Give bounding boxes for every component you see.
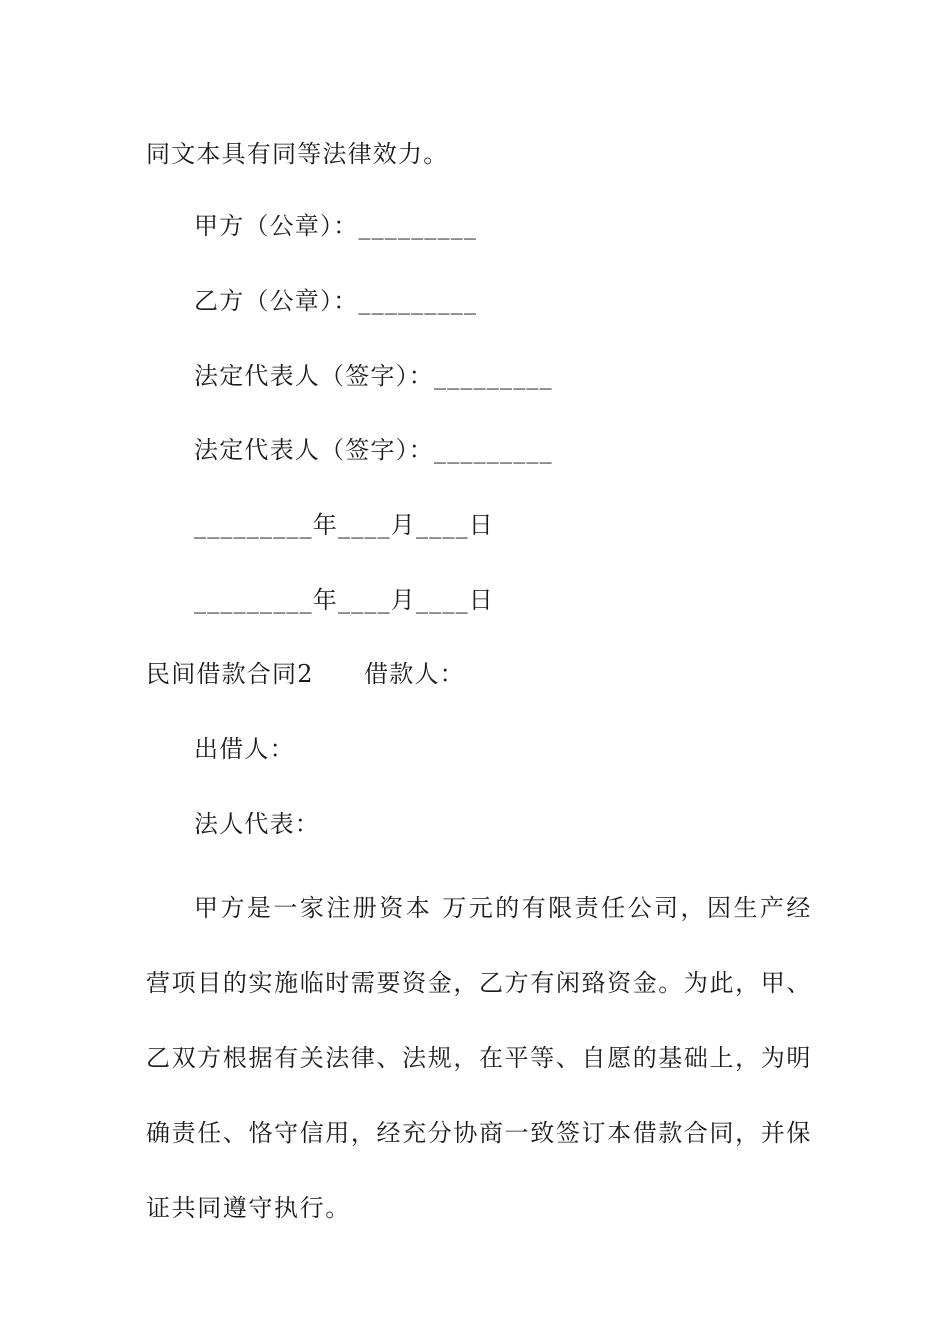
party-b-seal-line: 乙方（公章）：_________ xyxy=(194,287,478,315)
legal-rep-signature-line: 法定代表人（签字）：_________ xyxy=(194,436,553,464)
party-a-seal-line: 甲方（公章）：_________ xyxy=(194,212,478,240)
legal-rep-signature-line: 法定代表人（签字）：_________ xyxy=(194,362,553,390)
date-line: _________年____月____日 xyxy=(194,586,494,614)
legal-rep-label: 法人代表： xyxy=(194,810,320,838)
contract-preamble-paragraph: 甲方是一家注册资本 万元的有限责任公司，因生产经营项目的实施临时需要资金，乙方有闲臵资金。为此，甲、乙双方根据有关法律、法规，在平等、自愿的基础上，为明确责任、恪守信用，经充分协商一致签订本借款合同，并保证共同遵守执行。 xyxy=(146,894,812,1222)
continuation-text: 同文本具有同等法律效力。 xyxy=(146,140,449,168)
lender-label: 出借人： xyxy=(194,735,295,763)
date-line: _________年____月____日 xyxy=(194,511,494,539)
contract-heading: 民间借款合同2 借款人： xyxy=(146,660,465,688)
